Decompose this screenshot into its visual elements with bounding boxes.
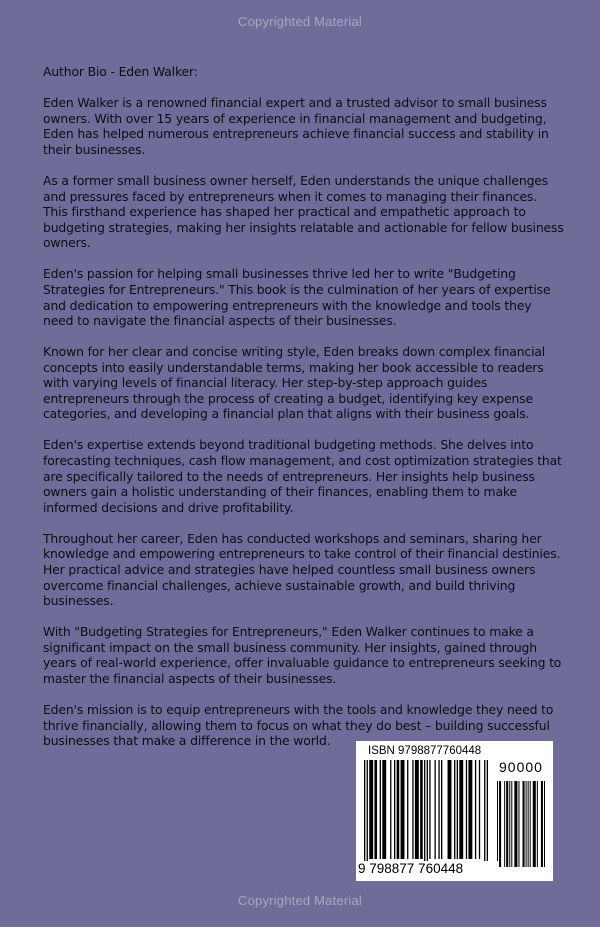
barcode-bar: [434, 760, 435, 859]
barcode-bar: [459, 760, 463, 859]
barcode-bar: [394, 760, 395, 859]
barcode-bar: [397, 760, 400, 859]
barcode-guard-bar: [427, 760, 428, 867]
barcode-bar: [415, 760, 419, 859]
barcode-bar: [438, 760, 439, 859]
barcode-bar: [407, 760, 408, 859]
barcode-bar: [511, 781, 512, 867]
isbn-label: ISBN 9798877760448: [368, 745, 482, 757]
barcode-guard-bar: [487, 760, 488, 867]
barcode-bar: [454, 760, 455, 859]
barcode-bar: [541, 781, 543, 867]
barcode-bar: [497, 781, 498, 867]
barcode-bar: [530, 781, 531, 867]
bio-paragraph: Eden's expertise extends beyond traditional budgeting methods. She delves into forecasting techniques, cash flow management, and cost optimization strategies that are specifically tailored to the needs of entrepreneurs. Her insights help business owners gain a holistic understanding of their finances, enabling them to make informed decisions and drive profitability.: [43, 437, 562, 515]
barcode-bar: [523, 781, 525, 867]
bio-paragraph: Throughout her career, Eden has conducted workshops and seminars, sharing her knowledge and empowering entrepreneurs to take control of their financial destinies. Her practical advice and strategies have helped countless small business owners overcome financial challenges, achieve sustainable growth, and build thriving businesses.: [43, 530, 561, 609]
barcode-bar: [468, 760, 472, 859]
price-addon-digits: 90000: [499, 759, 543, 775]
barcode-guard-bar: [364, 760, 365, 867]
barcode-bar: [466, 760, 467, 859]
barcode-bar: [533, 781, 536, 867]
bio-paragraph: Known for her clear and concise writing style, Eden breaks down complex financial concepts into easily understandable terms, making her book accessible to readers with varying levels of financial literacy. Her step-by-step approach guides entrepreneurs through the process of creating a budget, identifying key expense categories, and developing a financial plan that aligns with their business goals.: [43, 344, 546, 422]
barcode-bar: [380, 760, 381, 859]
barcode-guard-bar: [484, 760, 485, 867]
barcode-bar: [448, 760, 452, 859]
barcode-bar: [475, 760, 476, 859]
barcode-bar: [506, 781, 508, 867]
barcode-bar: [429, 760, 430, 859]
bio-paragraph: With "Budgeting Strategies for Entrepreneurs," Eden Walker continues to make a significant impact on the small business community. Her insights, gained through years of real-world experience, offer invaluable guidance to entrepreneurs seeking to master the financial aspects of their businesses.: [43, 624, 562, 686]
barcode-guard-bar: [424, 760, 425, 867]
copyright-watermark-top: Copyrighted Material: [238, 14, 362, 29]
isbn-barcode: [356, 741, 553, 881]
barcode-bar: [509, 781, 510, 867]
barcode-bar: [390, 760, 391, 859]
addon-barcode-bars: [497, 781, 545, 867]
barcode-bar: [504, 781, 505, 867]
barcode-bar: [369, 760, 373, 859]
barcode-bar: [499, 781, 501, 867]
barcode-bar: [518, 781, 519, 867]
barcode-bar: [537, 781, 538, 867]
author-bio: [43, 64, 565, 764]
barcode-bar: [528, 781, 529, 867]
barcode-bar: [420, 760, 423, 859]
ean-digits: 9 798877 760448: [357, 861, 498, 877]
bio-paragraph: As a former small business owner herself, Eden understands the unique challenges and pressures faced by entrepreneurs when it comes to managing their finances. This firsthand experience has shaped her practical and empathetic approach to budgeting strategies, making her insights relatable and actionable for fellow business owners.: [43, 172, 564, 251]
copyright-watermark-bottom: Copyrighted Material: [238, 893, 362, 908]
barcode-bar: [401, 760, 405, 859]
ean-barcode-bars: [364, 760, 488, 867]
bio-paragraph: Eden's passion for helping small businesses thrive led her to write "Budgeting Strategies for Entrepreneurs." This book is the culmination of her years of expertise and dedication to empowering entrepreneurs with the knowledge and tools they need to navigate the financial aspects of their businesses.: [43, 266, 551, 329]
barcode-bar: [382, 760, 386, 859]
barcode-bar: [412, 760, 413, 859]
bio-heading: Author Bio - Eden Walker:: [43, 64, 198, 79]
barcode-bar: [457, 760, 458, 859]
barcode-bar: [526, 781, 527, 867]
barcode-bar: [479, 760, 480, 859]
barcode-bar: [441, 760, 442, 859]
barcode-guard-bar: [367, 760, 368, 867]
barcode-bar: [544, 781, 545, 867]
barcode-bar: [514, 781, 517, 867]
bio-paragraph: Eden's mission is to equip entrepreneurs with the tools and knowledge they need to thrive financially, allowing them to focus on what they do best – building successful businesses that make a difference in the world.: [43, 701, 554, 749]
bio-paragraph: Eden Walker is a renowned financial expert and a trusted advisor to small business owners. With over 15 years of experience in financial management and budgeting, Eden has helped numerous entrepreneurs achieve financial success and stability in their businesses.: [43, 95, 549, 157]
barcode-bar: [374, 760, 377, 859]
